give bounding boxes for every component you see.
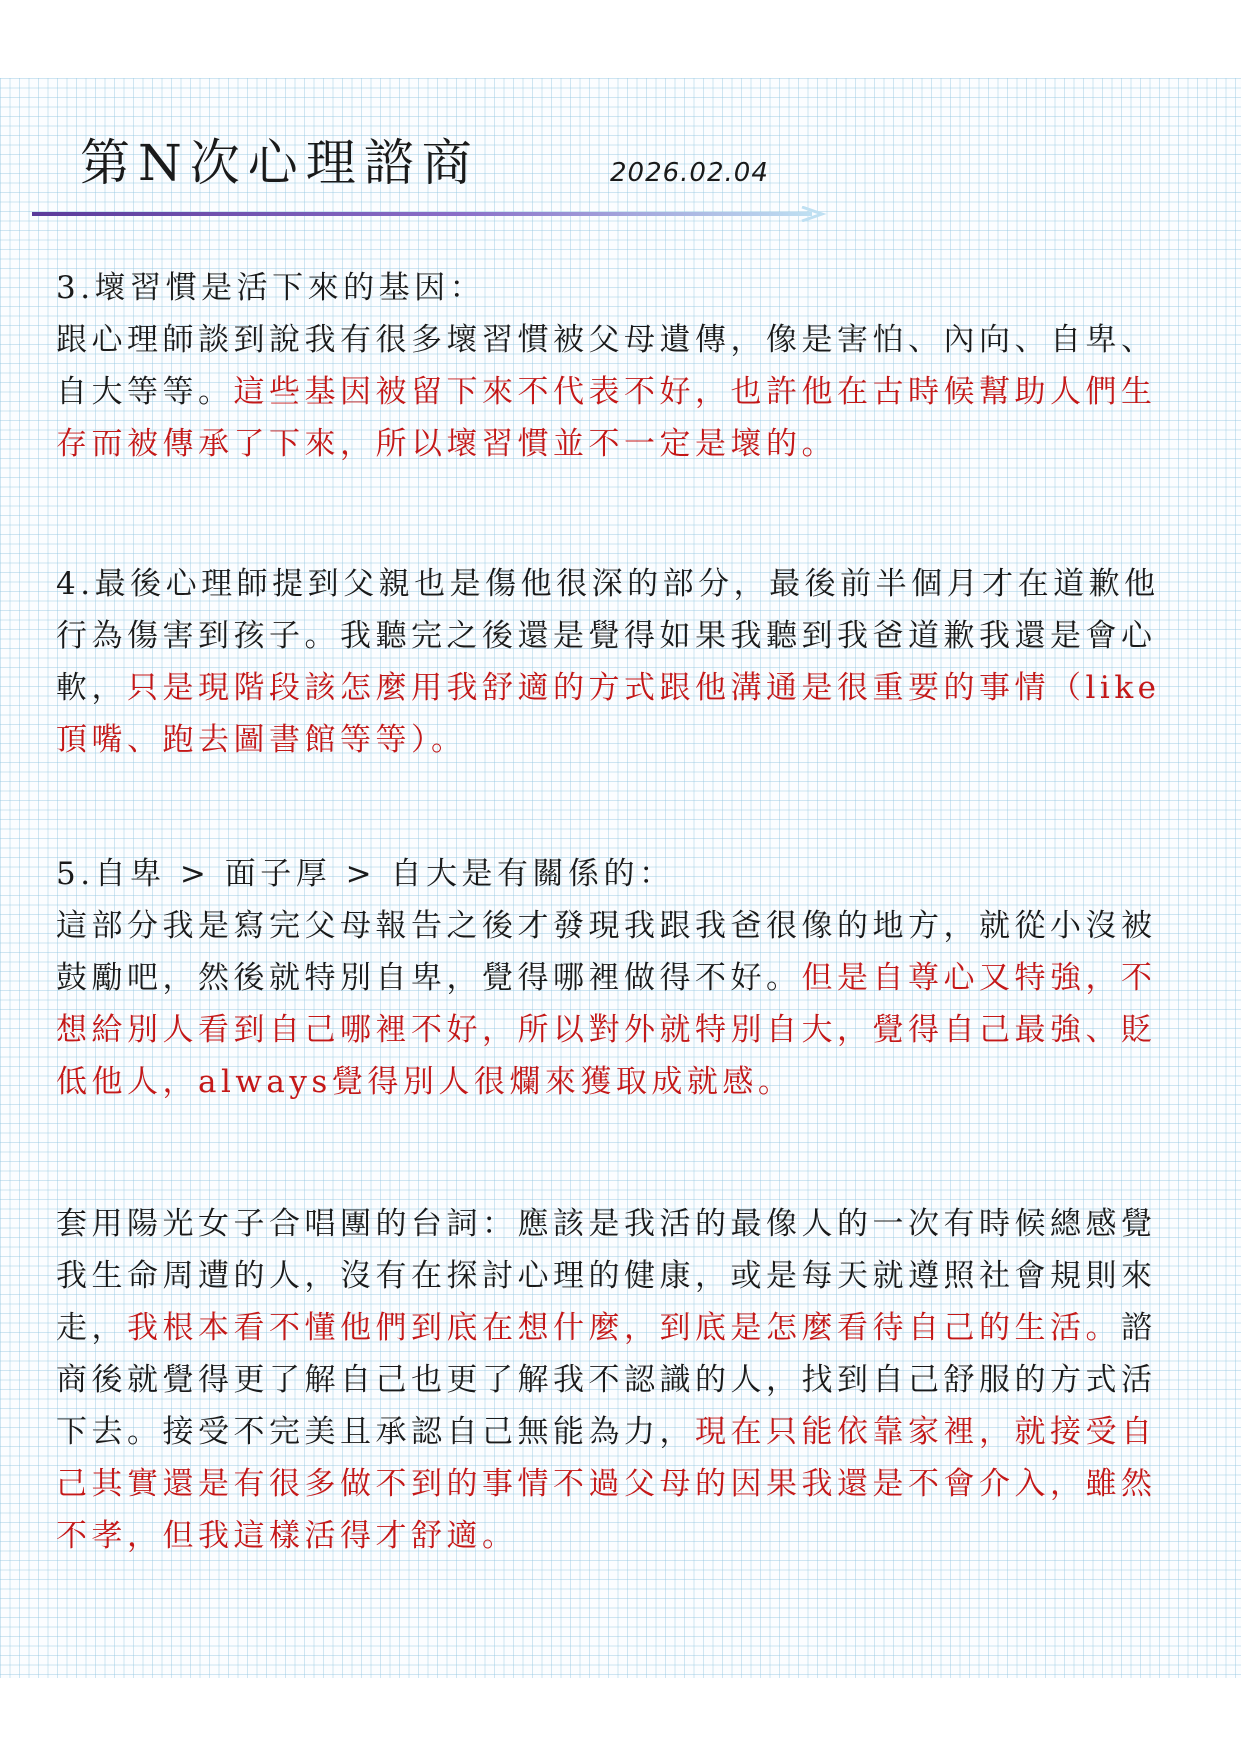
section-body: [56, 558, 1166, 766]
red-highlight-text: 只是現階段該怎麼用我舒適的方式跟他溝通是很重要的事情（like頂嘴、跑去圖書館等等）。: [56, 670, 1161, 758]
red-highlight-text: 但是自尊心又特強，不想給別人看到自己哪裡不好，所以對外就特別自大，覺得自己最強、貶低他人，always覺得別人很爛來獲取成就感。: [56, 960, 1157, 1100]
black-text: 套用陽光女子合唱團的台詞：應該是我活的最像人的一次有時候總感覺我生命周遭的人，沒有在探討心理的健康，或是每天就遵照社會規則來走，: [56, 1206, 1157, 1346]
black-text-2: 諮商後就覺得更了解自己也更了解我不認識的人，找到自己舒服的方式活下去。接受不完美且承認自己無能為力，: [56, 1310, 1157, 1450]
section-bad-habits: [56, 262, 1166, 470]
page-title: 第N次心理諮商: [80, 134, 480, 192]
red-highlight-text-2: 現在只能依靠家裡，就接受自己其實還是有很多做不到的事情不過父母的因果我還是不會介入，雖然不孝，但我這樣活得才舒適。: [56, 1414, 1157, 1554]
title-row: [80, 130, 1180, 200]
section-heading: 3.壞習慣是活下來的基因：: [56, 270, 486, 306]
section-self-esteem: [56, 848, 1166, 1108]
black-text: 這部分我是寫完父母報告之後才發現我跟我爸很像的地方，就從小沒被鼓勵吧，然後就特別自卑，覺得哪裡做得不好。: [56, 908, 1157, 996]
section-body: [56, 314, 1166, 470]
red-highlight-text: 這些基因被留下來不代表不好，也許他在古時候幫助人們生存而被傳承了下來，所以壞習慣並不一定是壞的。: [56, 374, 1157, 462]
section-body: [56, 900, 1166, 1108]
date-label: 2026.02.04: [610, 158, 769, 188]
section-heading: 5.自卑 > 面子厚 > 自大是有關係的：: [56, 856, 675, 892]
section-father: [56, 558, 1166, 766]
note-content: [56, 262, 1166, 1562]
red-highlight-text: 我根本看不懂他們到底在想什麼，到底是怎麼看待自己的生活。: [127, 1310, 1121, 1346]
black-text: 跟心理師談到說我有很多壞習慣被父母遺傳，像是害怕、內向、自卑、自大等等。: [56, 322, 1157, 410]
section-reflection: [56, 1198, 1166, 1562]
black-text: 4.最後心理師提到父親也是傷他很深的部分，最後前半個月才在道歉他行為傷害到孩子。我聽完之後還是覺得如果我聽到我爸道歉我還是會心軟，: [56, 566, 1160, 706]
section-body: [56, 1198, 1166, 1562]
title-underline-arrow-icon: [32, 206, 832, 222]
